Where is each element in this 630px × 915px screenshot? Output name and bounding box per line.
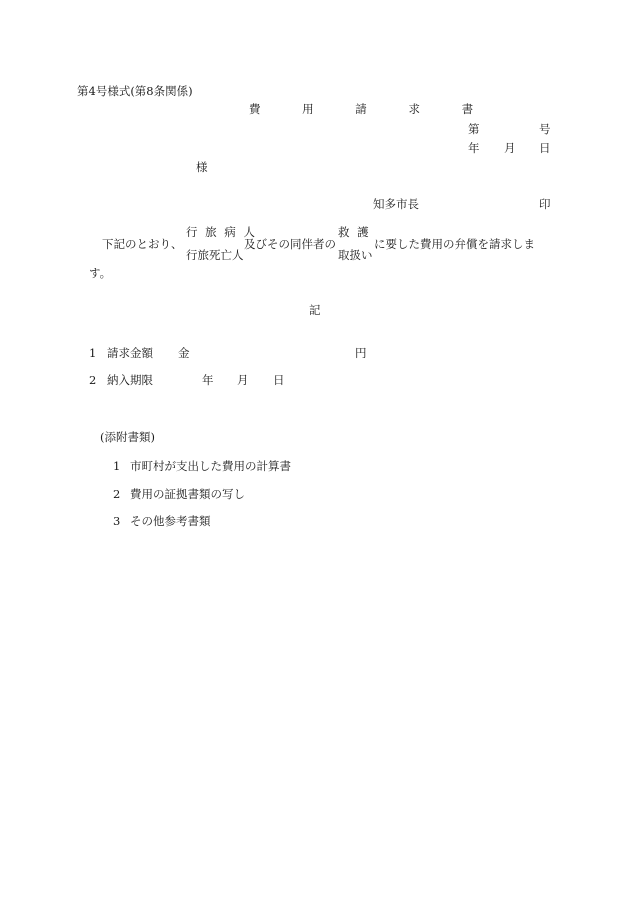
form-label: 第4号様式(第8条関係) xyxy=(77,84,193,98)
action-relief: 救 護 xyxy=(338,225,371,239)
date-year: 年 xyxy=(468,141,480,155)
item-amount-unit: 円 xyxy=(355,346,367,360)
number-suffix: 号 xyxy=(539,122,551,136)
body-ending: に要した費用の弁償を請求しま xyxy=(374,237,535,251)
attachment-number: 1 xyxy=(113,459,121,473)
document-title: 費 用 請 求 書 xyxy=(249,102,493,116)
attachment-text: 市町村が支出した費用の計算書 xyxy=(130,459,291,473)
item-deadline-day: 日 xyxy=(273,373,285,387)
date-day: 日 xyxy=(539,141,551,155)
issuer-name: 知多市長 xyxy=(373,197,419,211)
attachment-number: 2 xyxy=(113,487,121,501)
action-handling: 取扱い xyxy=(338,248,373,262)
item-deadline-year: 年 xyxy=(202,373,214,387)
item-deadline-number: 2 xyxy=(89,373,97,387)
attachments-heading: (添附書類) xyxy=(100,430,155,444)
seal-mark: 印 xyxy=(539,197,551,211)
ki-heading: 記 xyxy=(309,303,321,317)
attachment-text: その他参考書類 xyxy=(130,514,211,528)
body-connector: 及びその同伴者の xyxy=(244,237,336,251)
item-amount-number: 1 xyxy=(89,346,97,360)
item-deadline-month: 月 xyxy=(237,373,249,387)
subject-deceased-traveler: 行旅死亡人 xyxy=(186,248,244,262)
addressee-suffix: 様 xyxy=(196,160,208,174)
number-prefix: 第 xyxy=(468,122,480,136)
body-ending-wrap: す。 xyxy=(89,266,112,280)
item-deadline-label: 納入期限 xyxy=(107,373,153,387)
body-intro: 下記のとおり、 xyxy=(102,237,183,251)
subject-sick-traveler: 行 旅 病 人 xyxy=(186,225,257,239)
item-amount-prefix: 金 xyxy=(178,346,190,360)
attachment-text: 費用の証拠書類の写し xyxy=(130,487,245,501)
item-amount-label: 請求金額 xyxy=(107,346,153,360)
date-month: 月 xyxy=(504,141,516,155)
attachment-number: 3 xyxy=(113,514,121,528)
